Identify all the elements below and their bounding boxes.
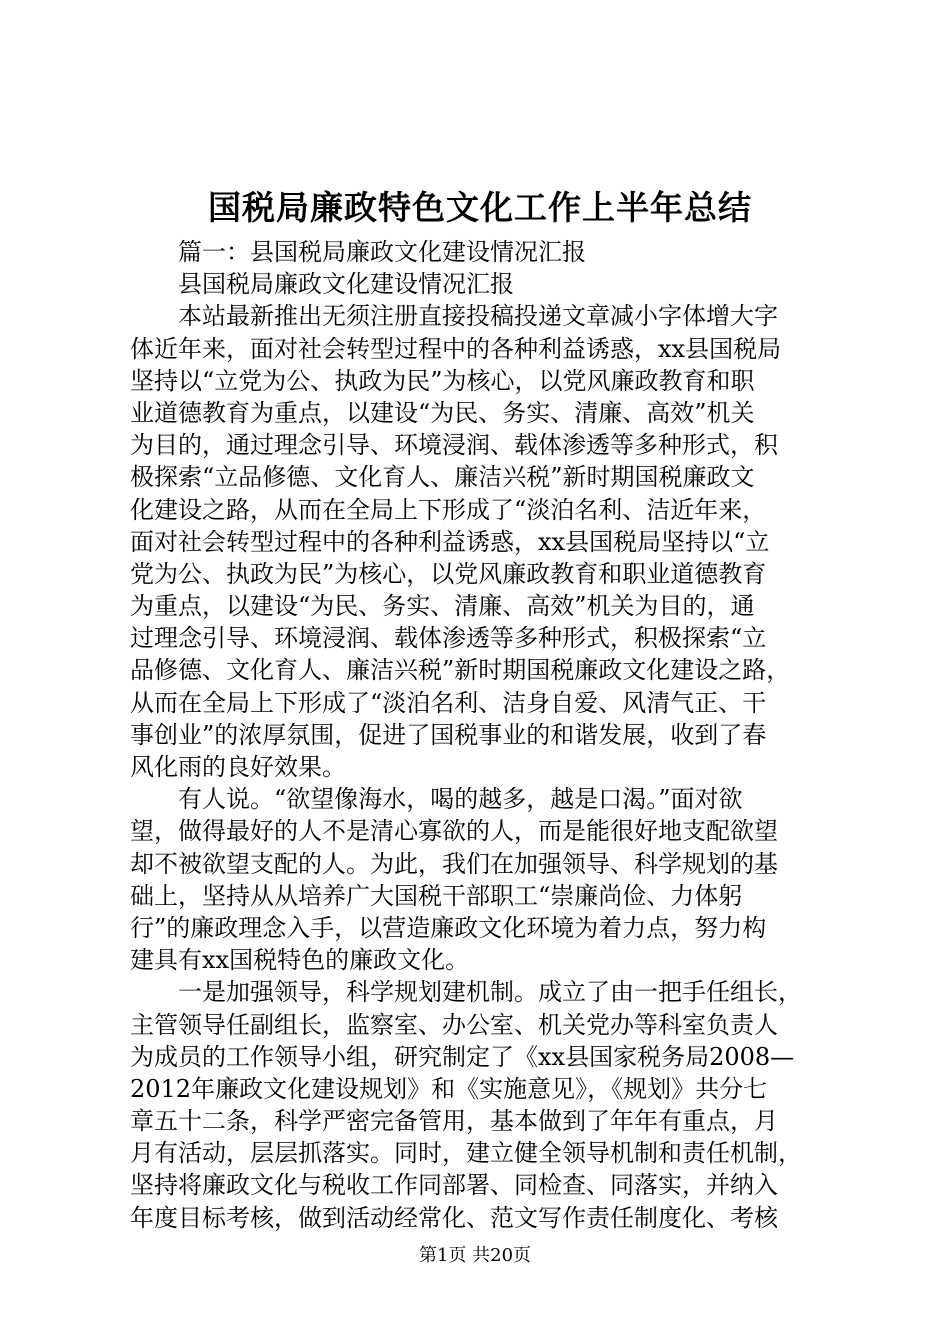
body-text-line: 品修德、文化育人、廉洁兴税”新时期国税廉政文化建设之路， [130,656,791,685]
body-text-line: 体近年来，面对社会转型过程中的各种利益诱惑，xx县国税局 [130,334,782,363]
body-text-line: 县国税局廉政文化建设情况汇报 [178,270,514,299]
body-text-line: 望，做得最好的人不是清心寡欲的人，而是能很好地支配欲望 [130,817,778,846]
body-text-line: 却不被欲望支配的人。为此，我们在加强领导、科学规划的基 [130,849,778,878]
body-text-line: 坚持以“立党为公、执政为民”为核心，以党风廉政教育和职 [130,366,755,395]
body-text-line: 为成员的工作领导小组，研究制定了《xx县国家税务局2008— [130,1042,795,1071]
document-title: 国税局廉政特色文化工作上半年总结 [208,188,752,227]
body-text-line: 化建设之路，从而在全局上下形成了“淡泊名利、洁近年来， [130,495,767,524]
body-text-line: 为目的，通过理念引导、环境浸润、载体渗透等多种形式，积 [130,431,778,460]
body-text-line: 篇一：县国税局廉政文化建设情况汇报 [178,238,586,266]
body-text-line: 党为公、执政为民”为核心，以党风廉政教育和职业道德教育 [130,559,767,588]
body-text-line: 从而在全局上下形成了“淡泊名利、洁身自爱、风清气正、干 [130,688,767,717]
body-text-line: 建具有xx国税特色的廉政文化。 [130,946,470,975]
body-text-line: 坚持将廉政文化与税收工作同部署、同检查、同落实，并纳入 [130,1171,778,1200]
body-text-line: 极探索“立品修德、文化育人、廉洁兴税”新时期国税廉政文 [130,463,755,492]
body-text-line: 主管领导任副组长，监察室、办公室、机关党办等科室负责人 [130,1010,778,1039]
body-text-line: 为重点，以建设“为民、务实、清廉、高效”机关为目的，通 [130,592,755,621]
body-text-line: 有人说。“欲望像海水，喝的越多，越是口渴。”面对欲 [178,785,743,814]
body-text-line: 章五十二条，科学严密完备管用，基本做到了年年有重点，月 [130,1107,778,1136]
body-text-line: 础上，坚持从从培养广大国税干部职工“崇廉尚俭、力体躬 [130,881,743,910]
body-text-line: 面对社会转型过程中的各种利益诱惑，xx县国税局坚持以“立 [130,527,770,556]
body-text-line: 风化雨的良好效果。 [130,753,346,781]
body-text-line: 月有活动，层层抓落实。同时，建立健全领导机制和责任机制， [130,1139,802,1168]
body-text-line: 事创业”的浓厚氛围，促进了国税事业的和谐发展，收到了春 [130,720,767,749]
body-text-line: 本站最新推出无须注册直接投稿投递文章减小字体增大字 [178,302,778,331]
body-text-line: 业道德教育为重点，以建设“为民、务实、清廉、高效”机关 [130,398,755,427]
document-body [130,236,850,1234]
body-text-line: 2012年廉政文化建设规划》和《实施意见》，《规划》共分七 [130,1074,768,1103]
page-number-footer: 第1页 共20页 [418,1245,532,1266]
body-text-line: 过理念引导、环境浸润、载体渗透等多种形式，积极探索“立 [130,624,767,653]
body-text-line: 一是加强领导，科学规划建机制。成立了由一把手任组长， [178,978,802,1007]
body-text-line: 行”的廉政理念入手，以营造廉政文化环境为着力点，努力构 [130,913,767,942]
body-text-line: 年度目标考核，做到活动经常化、范文写作责任制度化、考核 [130,1203,778,1232]
